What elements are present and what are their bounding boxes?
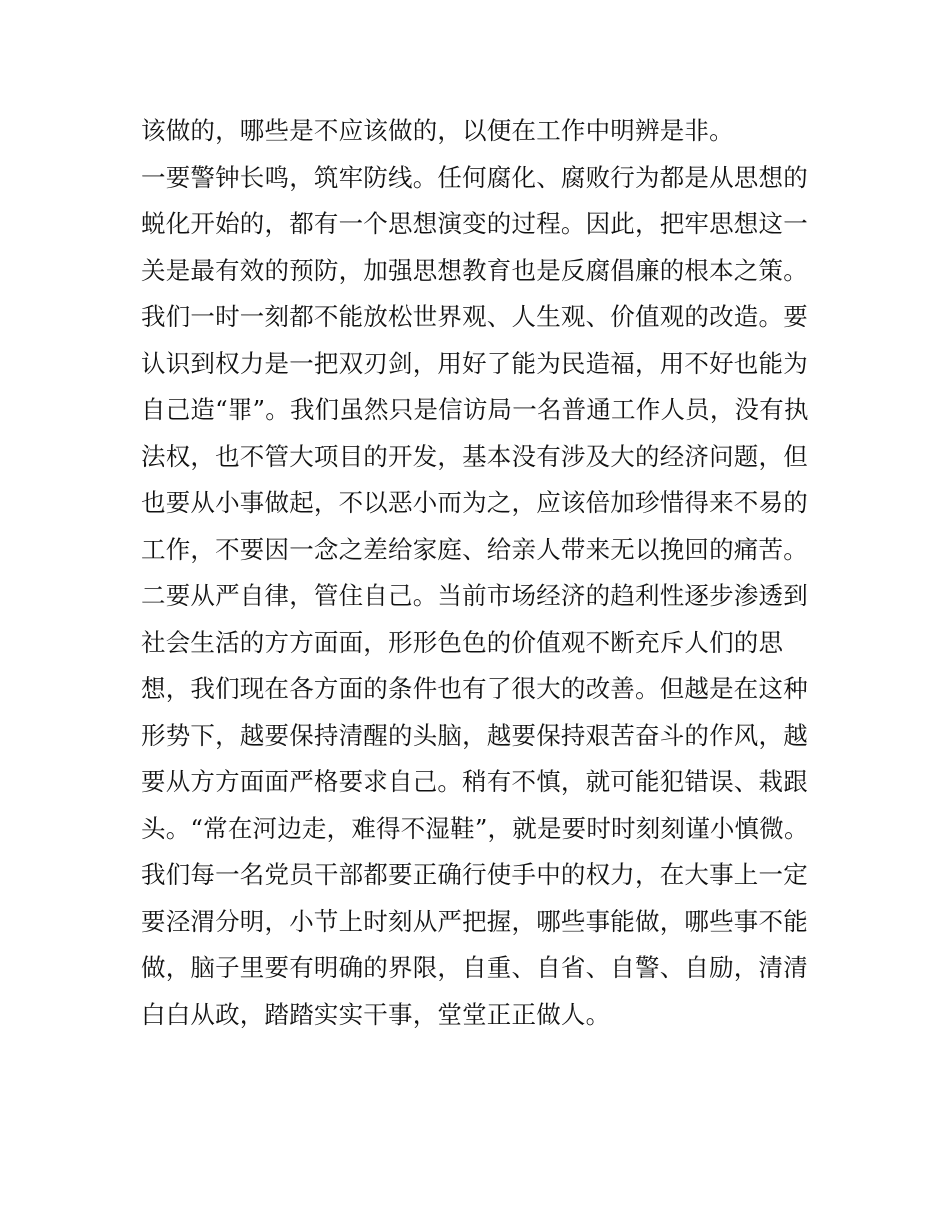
- text-line: 要泾渭分明，小节上时刻从严把握，哪些事能做，哪些事不能: [141, 906, 808, 936]
- text-line: 一要警钟长鸣，筑牢防线。任何腐化、腐败行为都是从思想的: [141, 162, 808, 192]
- text-line: 想，我们现在各方面的条件也有了很大的改善。但越是在这种: [141, 674, 808, 703]
- text-line: 该做的，哪些是不应该做的，以便在工作中明辨是非。: [141, 116, 734, 145]
- text-line: 工作，不要因一念之差给家庭、给亲人带来无以挽回的痛苦。: [141, 534, 808, 564]
- text-line: 认识到权力是一把双刃剑，用好了能为民造福，用不好也能为: [141, 348, 808, 378]
- text-line: 二要从严自律，管住自己。当前市场经济的趋利性逐步渗透到: [141, 581, 808, 610]
- text-line: 蜕化开始的，都有一个思想演变的过程。因此，把牢思想这一: [141, 209, 808, 238]
- text-line: 我们一时一刻都不能放松世界观、人生观、价值观的改造。要: [141, 302, 808, 331]
- text-line: 自己造“罪”。我们虽然只是信访局一名普通工作人员，没有执: [141, 395, 809, 424]
- text-line: 做，脑子里要有明确的界限，自重、自省、自警、自励，清清: [141, 953, 808, 982]
- text-line: 关是最有效的预防，加强思想教育也是反腐倡廉的根本之策。: [141, 255, 808, 285]
- text-line: 法权，也不管大项目的开发，基本没有涉及大的经济问题，但: [141, 441, 808, 471]
- text-line: 也要从小事做起，不以恶小而为之，应该倍加珍惜得来不易的: [141, 488, 808, 517]
- text-line: 要从方方面面严格要求自己。稍有不慎，就可能犯错误、栽跟: [141, 767, 808, 796]
- body-text: [141, 108, 821, 1038]
- text-line: 头。“常在河边走，难得不湿鞋”，就是要时时刻刻谨小慎微。: [141, 813, 809, 843]
- text-line: 形势下，越要保持清醒的头脑，越要保持艰苦奋斗的作风，越: [141, 720, 808, 750]
- text-line: 白白从政，踏踏实实干事，堂堂正正做人。: [141, 999, 611, 1029]
- text-line: 我们每一名党员干部都要正确行使手中的权力，在大事上一定: [141, 860, 808, 889]
- text-line: 社会生活的方方面面，形形色色的价值观不断充斥人们的思: [141, 627, 784, 657]
